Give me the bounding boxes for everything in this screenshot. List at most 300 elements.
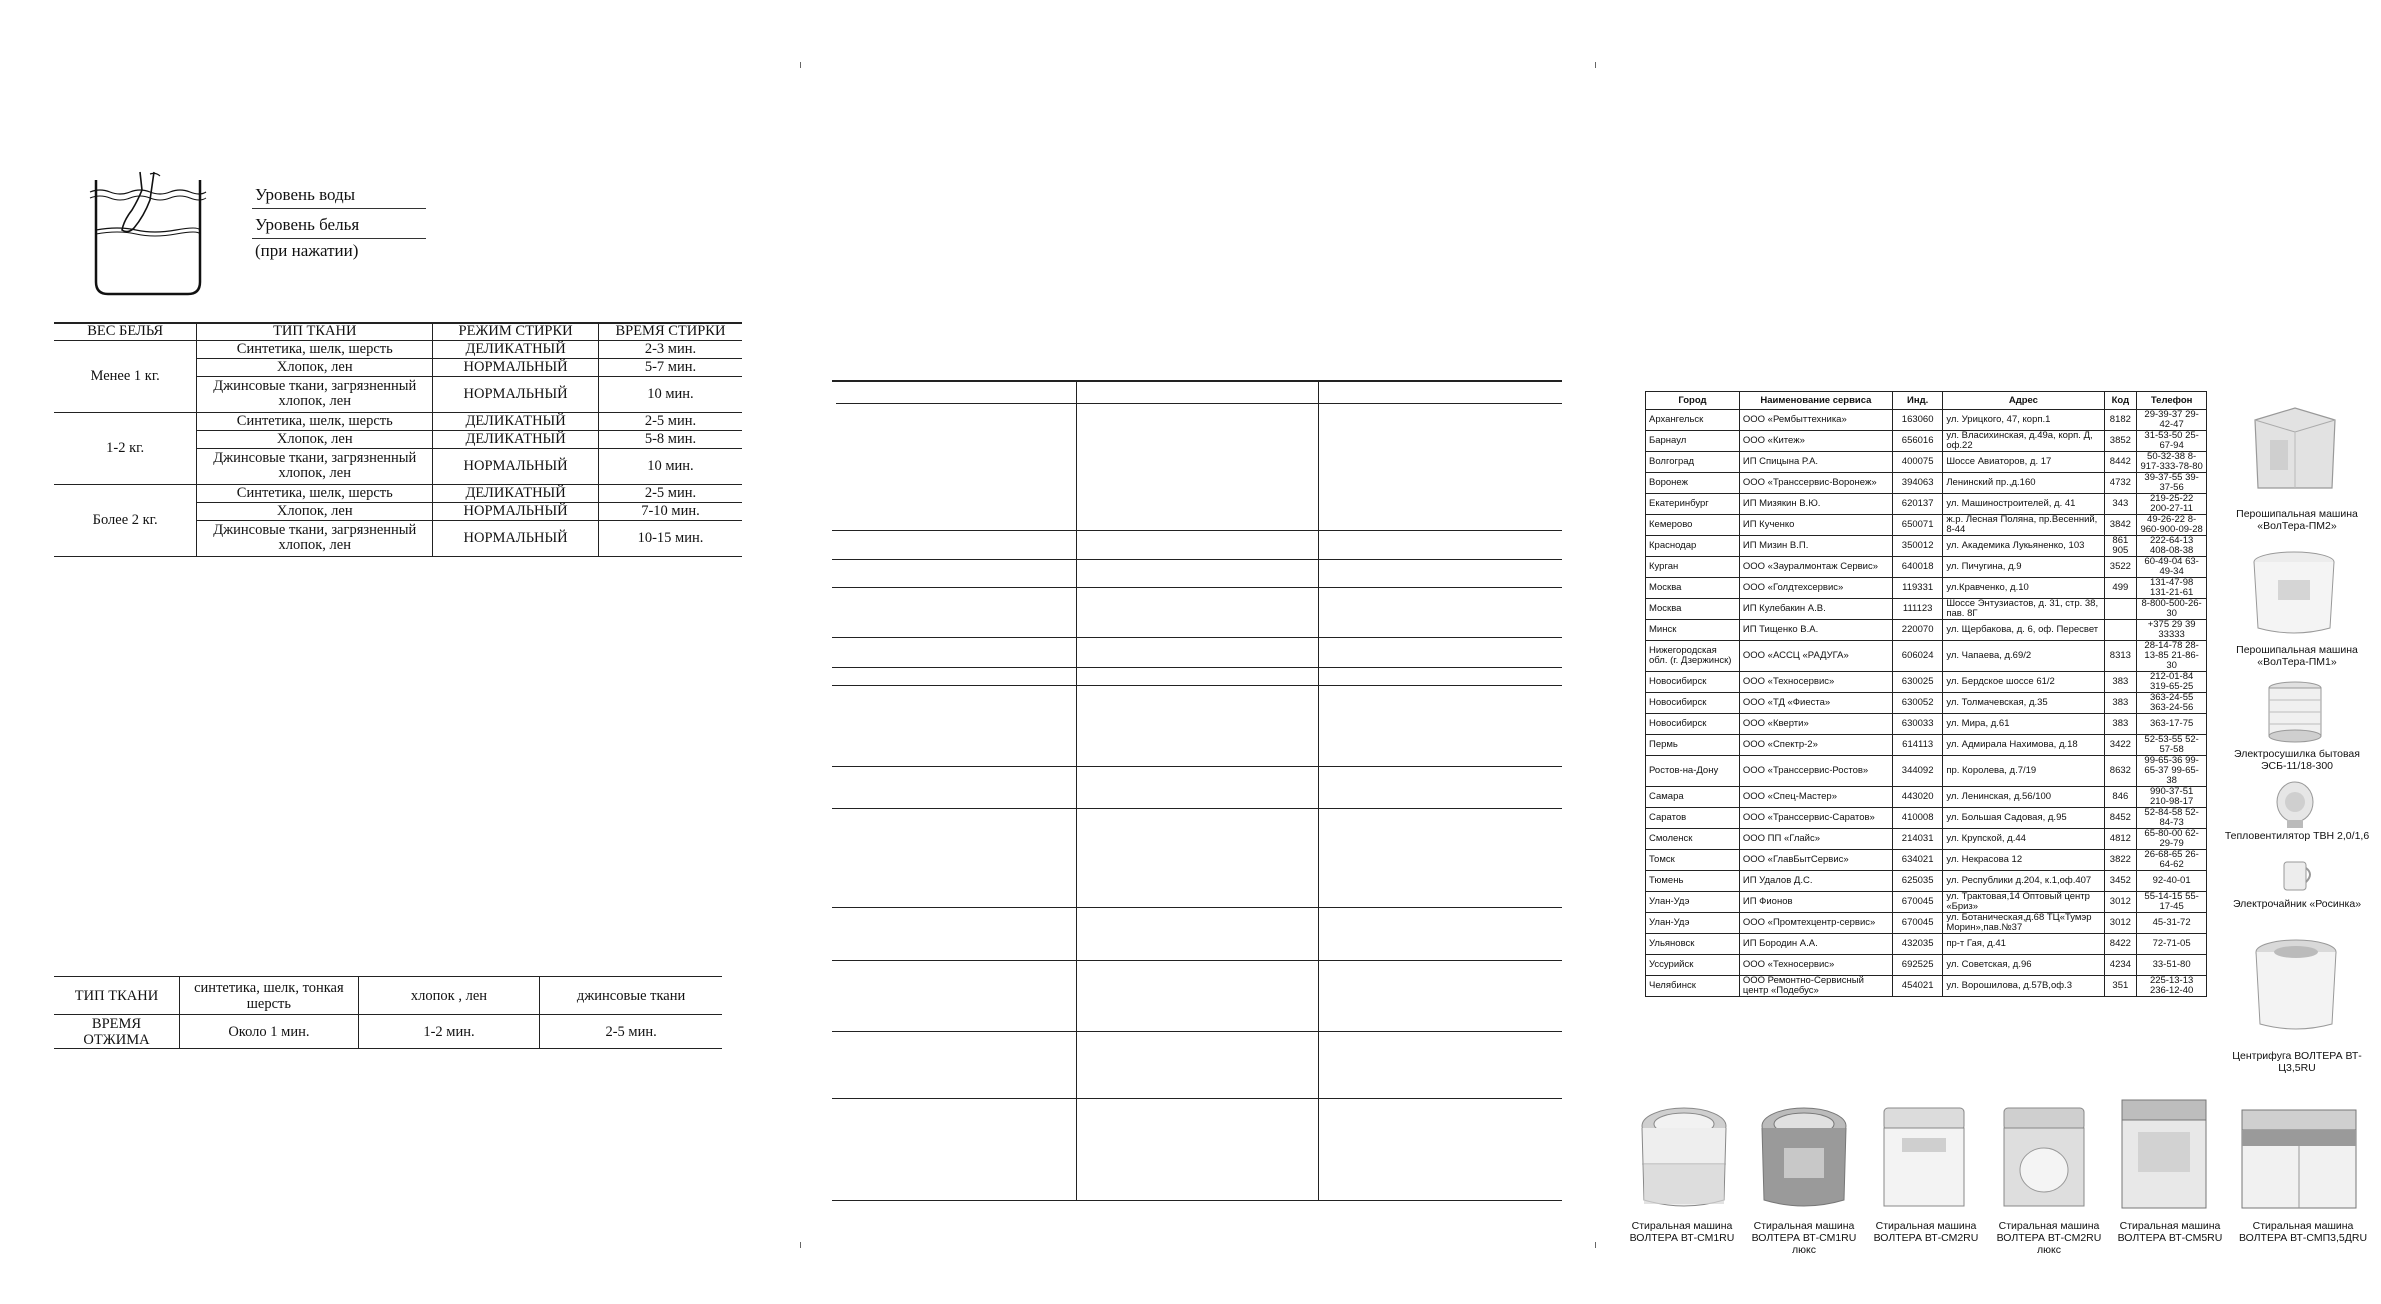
svc-name-cell: ООО «Транссервис-Воронеж» [1739,473,1892,494]
svc-address-cell: ул. Пичугина, д.9 [1943,557,2104,578]
heater-icon [2272,780,2318,830]
svc-city-cell: Смоленск [1646,829,1740,850]
svc-index-cell: 630033 [1893,714,1943,735]
fabric-cell: Хлопок, лен [197,502,433,520]
spin-fabric-cotton: хлопок , лен [358,977,539,1015]
time-cell: 10 мин. [598,448,742,484]
divider [252,208,426,209]
svc-name-cell: ООО «Промтехцентр-сервис» [1739,913,1892,934]
svc-code-cell: 3012 [2104,892,2137,913]
svc-index-cell: 400075 [1893,452,1943,473]
service-row [1646,871,2207,892]
service-row [1646,620,2207,641]
service-row [1646,557,2207,578]
washing-machine-icon [1874,1098,1974,1216]
svc-name-cell: ООО «АССЦ «РАДУГА» [1739,641,1892,672]
svc-phone-cell: 26-68-65 26-64-62 [2137,850,2207,871]
svc-phone-cell: 363-24-55 363-24-56 [2137,693,2207,714]
service-row [1646,787,2207,808]
svc-phone-cell: 49-26-22 8-960-900-09-28 [2137,515,2207,536]
product-title: Стиральная машина [1753,1220,1855,1232]
kettle-icon [2278,856,2314,894]
svc-phone-cell: +375 29 39 33333 [2137,620,2207,641]
service-row [1646,431,2207,452]
fabric-cell: Хлопок, лен [197,358,433,376]
svc-city-cell: Воронеж [1646,473,1740,494]
svc-city-cell: Екатеринбург [1646,494,1740,515]
svc-code-cell: 4732 [2104,473,2137,494]
svc-phone-cell: 225-13-13 236-12-40 [2137,976,2207,997]
svc-code-cell: 8422 [2104,934,2137,955]
svc-name-cell: ИП Тищенко В.А. [1739,620,1892,641]
form-rule [832,530,1562,531]
tub-hand-icon [88,170,208,302]
time-cell: 10-15 мин. [598,520,742,556]
svc-city-cell: Улан-Удэ [1646,913,1740,934]
svc-index-cell: 344092 [1893,756,1943,787]
svc-city-cell: Минск [1646,620,1740,641]
centrifuge-icon [2248,936,2344,1036]
svc-index-cell: 350012 [1893,536,1943,557]
spin-time-cotton: 1-2 мин. [358,1015,539,1049]
svc-code-cell: 3852 [2104,431,2137,452]
mode-cell: НОРМАЛЬНЫЙ [433,376,599,412]
svc-address-cell: Шоссе Авиаторов, д. 17 [1943,452,2104,473]
form-column-rule [1076,380,1077,1200]
svc-city-cell: Волгоград [1646,452,1740,473]
spin-fabric-denim: джинсовые ткани [540,977,722,1015]
svc-name-cell: ООО ПП «Глайс» [1739,829,1892,850]
time-cell: 2-3 мин. [598,340,742,358]
svc-code-cell: 351 [2104,976,2137,997]
svc-city-cell: Краснодар [1646,536,1740,557]
mode-cell: ДЕЛИКАТНЫЙ [433,340,599,358]
svc-index-cell: 625035 [1893,871,1943,892]
svc-address-cell: ул. Ворошилова, д.57В,оф.3 [1943,976,2104,997]
svc-index-cell: 454021 [1893,976,1943,997]
fabric-cell: Синтетика, шелк, шерсть [197,412,433,430]
product-model: ВОЛТЕРА ВТ-СМ2RU [1873,1232,1979,1244]
press-note-label: (при нажатии) [255,241,359,260]
svc-address-cell: ул. Урицкого, 47, корп.1 [1943,410,2104,431]
header-fabric: ТИП ТКАНИ [197,323,433,340]
svc-name-cell: ООО Ремонтно-Сервисный центр «Подебус» [1739,976,1892,997]
water-level-label: Уровень воды [255,185,356,204]
svc-name-cell: ООО «Рембыттехника» [1739,410,1892,431]
svc-code-cell: 343 [2104,494,2137,515]
svc-phone-cell: 39-37-55 39-37-56 [2137,473,2207,494]
product-title: Стиральная машина [2119,1220,2221,1232]
svc-index-cell: 443020 [1893,787,1943,808]
svc-phone-cell: 219-25-22 200-27-11 [2137,494,2207,515]
svc-city-cell: Улан-Удэ [1646,892,1740,913]
svc-address-cell: Ленинский пр.,д.160 [1943,473,2104,494]
svc-address-cell: ул. Мира, д.61 [1943,714,2104,735]
service-row [1646,641,2207,672]
svc-city-cell: Челябинск [1646,976,1740,997]
svc-code-cell: 8182 [2104,410,2137,431]
washing-machine-icon [1754,1104,1854,1214]
svc-phone-cell: 55-14-15 55-17-45 [2137,892,2207,913]
fabric-cell: Синтетика, шелк, шерсть [197,340,433,358]
svc-phone-cell: 45-31-72 [2137,913,2207,934]
svc-code-cell: 846 [2104,787,2137,808]
svc-city-cell: Новосибирск [1646,714,1740,735]
spin-header-fabric: ТИП ТКАНИ [54,977,179,1015]
svc-city-cell: Тюмень [1646,871,1740,892]
svc-code-cell: 3422 [2104,735,2137,756]
form-rule [832,1098,1562,1099]
svc-index-cell: 670045 [1893,892,1943,913]
fabric-cell: Джинсовые ткани, загрязненный хлопок, лен [197,520,433,556]
service-row [1646,494,2207,515]
product-caption [1620,1220,1744,1244]
service-row [1646,756,2207,787]
spin-time-denim: 2-5 мин. [540,1015,722,1049]
wash-row [54,340,742,358]
svc-index-cell: 163060 [1893,410,1943,431]
svc-address-cell: ул. Щербакова, д. 6, оф. Пересвет [1943,620,2104,641]
bottom-product-row [1620,1090,2380,1260]
time-cell: 7-10 мин. [598,502,742,520]
svc-address-cell: ул. Машиностроителей, д. 41 [1943,494,2104,515]
svc-name-cell: ООО «Зауралмонтаж Сервис» [1739,557,1892,578]
wash-row [54,484,742,502]
form-rule [832,907,1562,908]
svc-name-cell: ИП Спицына Р.А. [1739,452,1892,473]
svc-name-cell: ООО «Техносервис» [1739,955,1892,976]
product-caption: Перошипальная машина «ВолТера-ПМ2» [2236,508,2358,532]
svc-city-cell: Курган [1646,557,1740,578]
svc-address-cell: ул.Кравченко, д.10 [1943,578,2104,599]
svc-phone-cell: 50-32-38 8-917-333-78-80 [2137,452,2207,473]
form-rule [832,380,1562,382]
water-level-illustration [88,170,208,302]
svc-phone-cell: 31-53-50 25-67-94 [2137,431,2207,452]
product-title: Стиральная машина [1631,1220,1733,1232]
fold-mark [800,62,801,68]
product-model: ВОЛТЕРА ВТ-СМ1RU [1629,1232,1735,1244]
wash-time-table [54,322,742,557]
service-row [1646,714,2207,735]
fold-mark [1595,62,1596,68]
svc-name-cell: ИП Кулебакин А.В. [1739,599,1892,620]
svc-name-cell: ИП Удалов Д.С. [1739,871,1892,892]
svc-code-cell: 383 [2104,693,2137,714]
washing-tub-icon [2244,546,2344,638]
svc-phone-cell: 28-14-78 28-13-85 21-86-30 [2137,641,2207,672]
svc-index-cell: 432035 [1893,934,1943,955]
svc-header-code: Код [2104,392,2137,410]
svc-phone-cell: 52-84-58 52-84-73 [2137,808,2207,829]
svc-address-cell: Шоссе Энтузиастов, д. 31, стр. 38, пав. 8Г [1943,599,2104,620]
product-caption [2108,1220,2232,1244]
svc-name-cell: ООО «ГлавБытСервис» [1739,850,1892,871]
svc-phone-cell: 72-71-05 [2137,934,2207,955]
product-caption: Электрочайник «Росинка» [2232,898,2362,910]
svc-city-cell: Москва [1646,599,1740,620]
product-model: ВОЛТЕРА ВТ-СМП3,5ДRU [2238,1232,2368,1244]
svc-index-cell: 111123 [1893,599,1943,620]
form-rule [832,960,1562,961]
svc-name-cell: ООО «Техносервис» [1739,672,1892,693]
service-row [1646,735,2207,756]
spin-fabric-synthetic: синтетика, шелк, тонкая шерсть [179,977,358,1015]
washing-machine-icon [2234,1100,2364,1216]
svc-code-cell: 8442 [2104,452,2137,473]
svc-code-cell: 3012 [2104,913,2137,934]
svc-name-cell: ООО «Кверти» [1739,714,1892,735]
form-rule [832,667,1562,668]
divider [252,238,426,239]
svc-phone-cell: 99-65-36 99-65-37 99-65-38 [2137,756,2207,787]
svc-index-cell: 670045 [1893,913,1943,934]
mode-cell: ДЕЛИКАТНЫЙ [433,484,599,502]
service-row [1646,599,2207,620]
svc-code-cell: 3522 [2104,557,2137,578]
form-rule [832,766,1562,767]
wash-row [54,412,742,430]
time-cell: 5-8 мин. [598,430,742,448]
svc-city-cell: Саратов [1646,808,1740,829]
time-cell: 10 мин. [598,376,742,412]
svc-phone-cell: 212-01-84 319-65-25 [2137,672,2207,693]
svc-address-cell: ул. Советская, д.96 [1943,955,2104,976]
svc-phone-cell: 131-47-98 131-21-61 [2137,578,2207,599]
product-caption [1742,1220,1866,1256]
svc-city-cell: Новосибирск [1646,693,1740,714]
svc-header-city: Город [1646,392,1740,410]
fold-mark [800,1242,801,1248]
svc-city-cell: Томск [1646,850,1740,871]
svc-name-cell: ООО «Транссервис-Саратов» [1739,808,1892,829]
svc-phone-cell: 92-40-01 [2137,871,2207,892]
service-row [1646,808,2207,829]
weight-cell: Менее 1 кг. [54,340,197,412]
service-row [1646,934,2207,955]
svc-name-cell: ИП Кученко [1739,515,1892,536]
svc-city-cell: Кемерово [1646,515,1740,536]
weight-cell: 1-2 кг. [54,412,197,484]
header-mode: РЕЖИМ СТИРКИ [433,323,599,340]
svc-address-cell: ул. Толмачевская, д.35 [1943,693,2104,714]
form-rule [832,559,1562,560]
svc-code-cell: 3822 [2104,850,2137,871]
service-row [1646,536,2207,557]
svc-code-cell: 861 905 [2104,536,2137,557]
svc-city-cell: Архангельск [1646,410,1740,431]
svc-city-cell: Нижегородская обл. (г. Дзержинск) [1646,641,1740,672]
svc-phone-cell: 33-51-80 [2137,955,2207,976]
svc-phone-cell: 52-53-55 52-57-58 [2137,735,2207,756]
svc-code-cell: 383 [2104,672,2137,693]
fabric-cell: Джинсовые ткани, загрязненный хлопок, лен [197,376,433,412]
svc-index-cell: 620137 [1893,494,1943,515]
product-caption [1984,1220,2114,1256]
svc-address-cell: ул. Адмирала Нахимова, д.18 [1943,735,2104,756]
svc-name-cell: ООО «Китеж» [1739,431,1892,452]
weight-cell: Более 2 кг. [54,484,197,556]
svc-address-cell: ул. Трактовая,14 Оптовый центр «Бриз» [1943,892,2104,913]
svc-header-index: Инд. [1893,392,1943,410]
svc-address-cell: пр. Королева, д.7/19 [1943,756,2104,787]
spin-time-synthetic: Около 1 мин. [179,1015,358,1049]
svc-address-cell: ул. Большая Садовая, д.95 [1943,808,2104,829]
svc-name-cell: ООО «Спектр-2» [1739,735,1892,756]
svc-address-cell: ул. Республики д.204, к.1,оф.407 [1943,871,2104,892]
fabric-cell: Хлопок, лен [197,430,433,448]
svc-index-cell: 214031 [1893,829,1943,850]
svc-phone-cell: 363-17-75 [2137,714,2207,735]
product-model: ВОЛТЕРА ВТ-СМ1RU люкс [1751,1232,1857,1256]
product-caption: Тепловентилятор ТВН 2,0/1,6 [2224,830,2370,842]
svc-header-phone: Телефон [2137,392,2207,410]
mode-cell: НОРМАЛЬНЫЙ [433,448,599,484]
svc-index-cell: 630052 [1893,693,1943,714]
product-caption: Перошипальная машина «ВолТера-ПМ1» [2236,644,2358,668]
spin-header-time: ВРЕМЯ ОТЖИМА [83,1015,150,1048]
service-row [1646,410,2207,431]
svc-phone-cell: 29-39-37 29-42-47 [2137,410,2207,431]
svc-address-cell: ул. Ботаническая,д.68 ТЦ«Тумэр Морин»,пав.№37 [1943,913,2104,934]
svc-name-cell: ИП Фионов [1739,892,1892,913]
svc-code-cell: 4812 [2104,829,2137,850]
time-cell: 5-7 мин. [598,358,742,376]
svc-name-cell: ООО «Голдтехсервис» [1739,578,1892,599]
product-title: Стиральная машина [2252,1220,2354,1232]
product-title: Стиральная машина [1998,1220,2100,1232]
svc-code-cell: 499 [2104,578,2137,599]
mode-cell: НОРМАЛЬНЫЙ [433,502,599,520]
svc-index-cell: 634021 [1893,850,1943,871]
service-row [1646,452,2207,473]
svc-index-cell: 650071 [1893,515,1943,536]
service-row [1646,913,2207,934]
svc-city-cell: Самара [1646,787,1740,808]
svc-index-cell: 220070 [1893,620,1943,641]
svc-address-cell: ж.р. Лесная Поляна, пр.Весенний, 8-44 [1943,515,2104,536]
form-rule [832,1031,1562,1032]
svc-index-cell: 692525 [1893,955,1943,976]
svc-city-cell: Уссурийск [1646,955,1740,976]
washing-machine-icon [1634,1104,1734,1214]
service-centers-table [1645,391,2207,997]
svc-address-cell: ул. Ленинская, д.56/100 [1943,787,2104,808]
washing-tub-icon [2240,400,2350,500]
fabric-cell: Джинсовые ткани, загрязненный хлопок, лен [197,448,433,484]
svc-index-cell: 656016 [1893,431,1943,452]
product-title: Стиральная машина [1875,1220,1977,1232]
svc-phone-cell: 60-49-04 63-49-34 [2137,557,2207,578]
mode-cell: НОРМАЛЬНЫЙ [433,358,599,376]
time-cell: 2-5 мин. [598,412,742,430]
mode-cell: ДЕЛИКАТНЫЙ [433,412,599,430]
header-weight: ВЕС БЕЛЬЯ [54,323,197,340]
svc-phone-cell: 8-800-500-26-30 [2137,599,2207,620]
svc-code-cell: 4234 [2104,955,2137,976]
spin-time-table [54,976,722,1049]
svc-address-cell: пр-т Гая, д.41 [1943,934,2104,955]
svc-address-cell: ул. Крупской, д.44 [1943,829,2104,850]
svc-code-cell: 3842 [2104,515,2137,536]
service-row [1646,515,2207,536]
svc-address-cell: ул. Некрасова 12 [1943,850,2104,871]
svc-name-cell: ООО «Транссервис-Ростов» [1739,756,1892,787]
dryer-icon [2262,680,2328,744]
svc-index-cell: 394063 [1893,473,1943,494]
form-rule [832,637,1562,638]
mode-cell: НОРМАЛЬНЫЙ [433,520,599,556]
svc-code-cell: 3452 [2104,871,2137,892]
product-caption: Центрифуга ВОЛТЕРА ВТ-Ц3,5RU [2232,1050,2362,1074]
svc-name-cell: ООО «ТД «Фиеста» [1739,693,1892,714]
form-rule [832,808,1562,809]
form-rule [832,1200,1562,1201]
service-row [1646,672,2207,693]
washing-machine-icon [1994,1098,2094,1216]
fabric-cell: Синтетика, шелк, шерсть [197,484,433,502]
svc-code-cell [2104,620,2137,641]
service-row [1646,976,2207,997]
product-model: ВОЛТЕРА ВТ-СМ2RU люкс [1996,1232,2102,1256]
svc-city-cell: Ульяновск [1646,934,1740,955]
product-caption [1864,1220,1988,1244]
svc-city-cell: Барнаул [1646,431,1740,452]
svc-name-cell: ИП Бородин А.А. [1739,934,1892,955]
service-row [1646,892,2207,913]
svc-phone-cell: 990-37-51 210-98-17 [2137,787,2207,808]
svc-address-cell: ул. Бердское шоссе 61/2 [1943,672,2104,693]
service-row [1646,850,2207,871]
svc-name-cell: ООО «Спец-Мастер» [1739,787,1892,808]
svc-code-cell [2104,599,2137,620]
fold-mark [1595,1242,1596,1248]
svc-header-address: Адрес [1943,392,2104,410]
washing-machine-icon [2114,1092,2214,1216]
svc-phone-cell: 222-64-13 408-08-38 [2137,536,2207,557]
laundry-level-label: Уровень белья [255,215,360,234]
svc-address-cell: ул. Академика Лукьяненко, 103 [1943,536,2104,557]
svc-index-cell: 119331 [1893,578,1943,599]
svc-code-cell: 8452 [2104,808,2137,829]
service-row [1646,473,2207,494]
svc-city-cell: Пермь [1646,735,1740,756]
svc-name-cell: ИП Мизякин В.Ю. [1739,494,1892,515]
svc-name-cell: ИП Мизин В.П. [1739,536,1892,557]
svc-index-cell: 410008 [1893,808,1943,829]
side-product-column [2222,396,2372,1076]
time-cell: 2-5 мин. [598,484,742,502]
svc-address-cell: ул. Чапаева, д.69/2 [1943,641,2104,672]
mode-cell: ДЕЛИКАТНЫЙ [433,430,599,448]
svc-city-cell: Ростов-на-Дону [1646,756,1740,787]
form-column-rule [1318,380,1319,1200]
svc-index-cell: 614113 [1893,735,1943,756]
svc-index-cell: 640018 [1893,557,1943,578]
svc-city-cell: Москва [1646,578,1740,599]
svc-index-cell: 630025 [1893,672,1943,693]
svc-city-cell: Новосибирск [1646,672,1740,693]
svc-header-name: Наименование сервиса [1739,392,1892,410]
blank-record-form [832,378,1562,1202]
svc-code-cell: 383 [2104,714,2137,735]
form-rule [836,403,1562,404]
service-row [1646,693,2207,714]
header-time: ВРЕМЯ СТИРКИ [598,323,742,340]
service-row [1646,578,2207,599]
service-row [1646,955,2207,976]
svc-phone-cell: 65-80-00 62-29-79 [2137,829,2207,850]
